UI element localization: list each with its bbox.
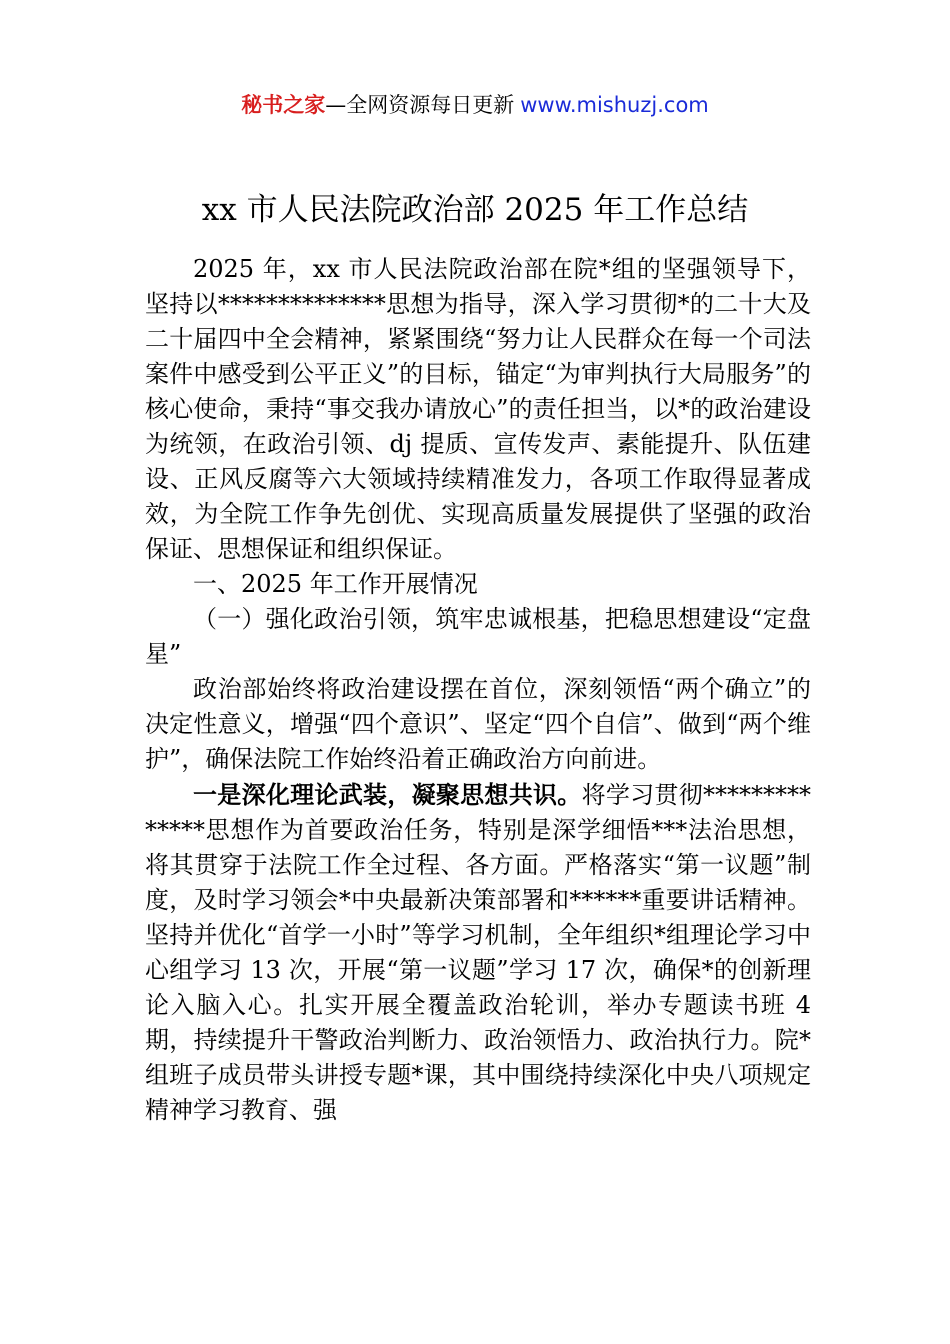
site-url-link[interactable]: www.mishuzj.com	[520, 93, 709, 117]
site-tagline: —全网资源每日更新	[325, 93, 515, 117]
site-brand: 秘书之家	[241, 93, 326, 117]
site-header	[0, 88, 950, 122]
point-1-paragraph	[145, 777, 811, 1128]
document-title: xx 市人民法院政治部 2025 年工作总结	[201, 192, 749, 228]
section-heading-1: 一、2025 年工作开展情况	[193, 570, 478, 598]
point-1-lead: 一是深化理论武装，凝聚思想共识。	[193, 780, 582, 809]
intro-paragraph: 2025 年，xx 市人民法院政治部在院*组的坚强领导下，坚持以**************思想为指导，深入学习贯彻*的二十大及二十届四中全会精神，紧紧围绕“努力让人民群众在每一个司法案件中感受到公平正义”的目标，锚定“为审判执行大局服务”的核心使命，秉持“事交我办请放心”的责任担当，以*的政治建设为统领，在政治引领、dj 提质、宣传发声、素能提升、队伍建设、正风反腐等六大领域持续精准发力，各项工作取得显著成效，为全院工作争先创优、实现高质量发展提供了坚强的政治保证、思想保证和组织保证。	[145, 255, 811, 563]
subsection-heading-1: （一）强化政治引领，筑牢忠诚根基，把稳思想建设“定盘星”	[145, 605, 811, 668]
document-body	[145, 252, 811, 1128]
politics-paragraph: 政治部始终将政治建设摆在首位，深刻领悟“两个确立”的决定性意义，增强“四个意识”、坚定“四个自信”、做到“两个维护”，确保法院工作始终沿着正确政治方向前进。	[145, 675, 811, 773]
point-1-body: 将学习贯彻**************思想作为首要政治任务，特别是深学细悟***法治思想，将其贯穿于法院工作全过程、各方面。严格落实“第一议题”制度，及时学习领会*中央最新决策部署和******重要讲话精神。坚持并优化“首学一小时”等学习机制，全年组织*组理论学习中心组学习 13 次，开展“第一议题”学习 17 次，确保*的创新理论入脑入心。扎实开展全覆盖政治轮训，举办专题读书班 4 期，持续提升干警政治判断力、政治领悟力、政治执行力。院*组班子成员带头讲授专题*课，其中围绕持续深化中央八项规定精神学习教育、强	[145, 781, 812, 1124]
